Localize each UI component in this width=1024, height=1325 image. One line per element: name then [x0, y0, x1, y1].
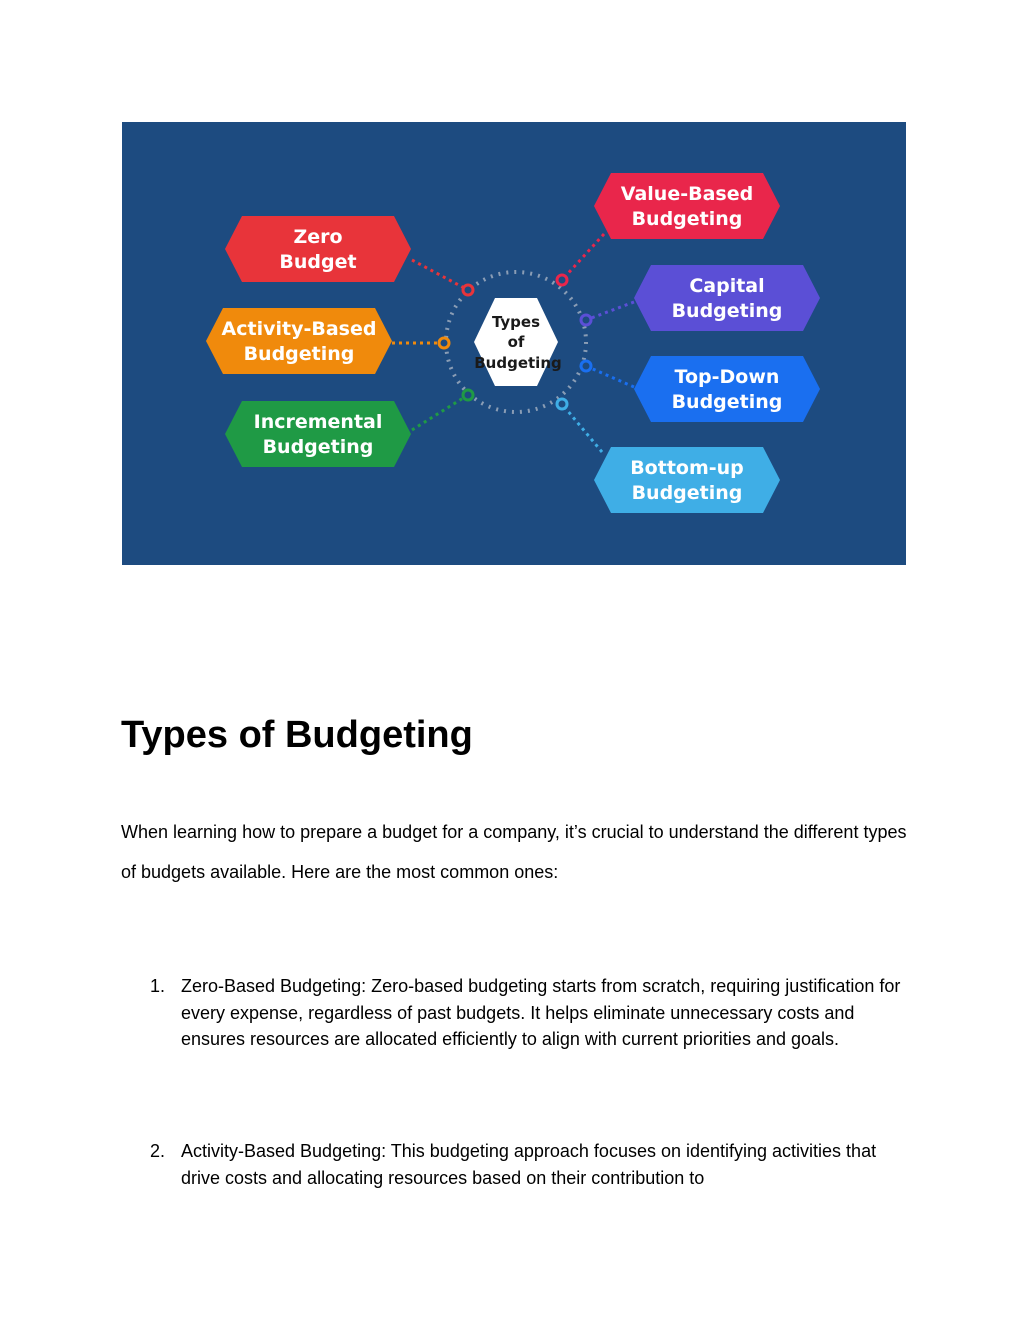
node-bottomup-line-2: Budgeting — [631, 482, 743, 504]
node-activity-line-1: Activity-Based — [221, 318, 377, 340]
connector-value — [562, 234, 604, 280]
center-label-line-1: Types — [491, 313, 541, 331]
list-item-2-text: Activity-Based Budgeting: This budgeting approach focuses on identifying activities that drive costs and allocating resources based on their contribution to — [181, 1141, 877, 1188]
ring-node-activity — [439, 338, 449, 348]
node-incremental-line-1: Incremental — [253, 411, 383, 433]
node-activity-based — [206, 308, 392, 374]
node-zero-line-2: Budget — [279, 251, 357, 273]
node-capital — [634, 265, 820, 331]
node-incremental-line-2: Budgeting — [262, 436, 374, 458]
list-item-1-text: Zero-Based Budgeting: Zero-based budgeting starts from scratch, requiring justification for every expense, regardless of past budgets. It helps eliminate unnecessary costs and ensures resources are allocated efficiently to align with current priorities and goals. — [181, 976, 901, 1049]
connector-zero — [412, 260, 468, 290]
node-value-line-2: Budgeting — [631, 208, 743, 230]
node-zero-budget — [225, 216, 411, 282]
list-item-2 — [150, 1138, 910, 1191]
ring-node-zero — [463, 285, 473, 295]
connector-capital — [586, 302, 634, 320]
intro-paragraph: When learning how to prepare a budget for a company, it’s crucial to understand the different types of budgets available. Here are the most common ones: — [121, 822, 907, 882]
ring-node-bottomup — [557, 399, 567, 409]
node-topdown-line-2: Budgeting — [671, 391, 783, 413]
connector-bottomup — [562, 404, 602, 452]
ring-node-value — [557, 275, 567, 285]
node-activity-line-2: Budgeting — [243, 343, 355, 365]
node-value-line-1: Value-Based — [620, 183, 754, 205]
node-bottom-up — [594, 447, 780, 513]
page-heading: Types of Budgeting — [121, 714, 473, 756]
node-top-down — [634, 356, 820, 422]
node-capital-line-2: Budgeting — [671, 300, 783, 322]
node-bottomup-line-1: Bottom-up — [630, 457, 744, 479]
center-label-line-3: Budgeting — [474, 354, 562, 372]
node-zero-line-1: Zero — [293, 226, 343, 248]
center-label-line-2: of — [507, 333, 525, 351]
list-item-2-number: 2. — [150, 1141, 166, 1161]
node-topdown-line-1: Top-Down — [674, 366, 780, 388]
ring-node-incremental — [463, 390, 473, 400]
node-value-based — [594, 173, 780, 239]
node-capital-line-1: Capital — [689, 275, 765, 297]
ring-node-capital — [581, 315, 591, 325]
types-of-budgeting-diagram — [122, 122, 906, 565]
ring-node-topdown — [581, 361, 591, 371]
diagram-canvas — [122, 122, 906, 565]
connector-topdown — [586, 366, 634, 387]
list-item-1-number: 1. — [150, 976, 166, 996]
list-item-1 — [150, 973, 910, 1053]
node-incremental — [225, 401, 411, 467]
connector-incremental — [412, 395, 468, 430]
